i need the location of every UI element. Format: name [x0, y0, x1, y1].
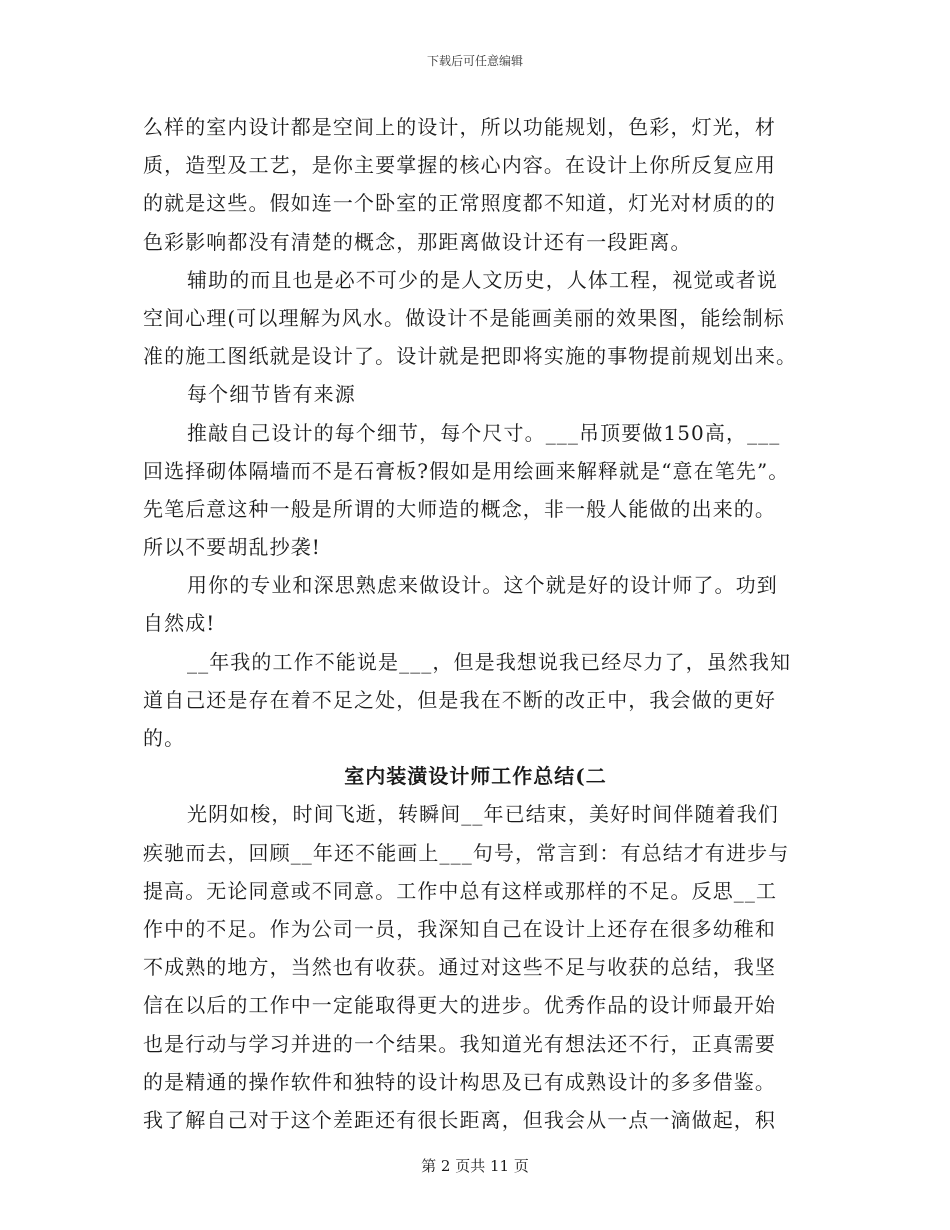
text-line: 辅助的而且也是必不可少的是人文历史，人体工程，视觉或者说	[187, 267, 778, 292]
text-line: 我了解自己对于这个差距还有很长距离，但我会从一点一滴做起，积	[143, 1107, 776, 1132]
document-body	[143, 108, 808, 1139]
text-line: 疾驰而去，回顾__年还不能画上___句号，常言到：有总结才有进步与	[143, 840, 790, 865]
text-line: 自然成!	[143, 611, 216, 636]
text-line: 光阴如梭，时间飞逝，转瞬间__年已结束，美好时间伴随着我们	[187, 802, 779, 827]
text-line: 作中的不足。作为公司一员，我深知自己在设计上还存在很多幼稚和	[143, 916, 776, 941]
text-line: 先笔后意这种一般是所谓的大师造的概念，非一般人能做的出来的。	[143, 496, 776, 521]
text-line: 也是行动与学习并进的一个结果。我知道光有想法还不行，正真需要	[143, 1031, 776, 1056]
text-line: 的。	[143, 726, 186, 750]
text-line: 道自己还是存在着不足之处，但是我在不断的改正中，我会做的更好	[143, 687, 776, 712]
text-line: 信在以后的工作中一定能取得更大的进步。优秀作品的设计师最开始	[143, 993, 776, 1018]
text-line: 用你的专业和深思熟虑来做设计。这个就是好的设计师了。功到	[187, 573, 778, 598]
text-line: 么样的室内设计都是空间上的设计，所以功能规划，色彩，灯光，材	[143, 115, 776, 139]
section-title: 室内装潢设计师工作总结(二	[344, 764, 607, 789]
text-line: 推敲自己设计的每个细节，每个尺寸。___吊顶要做150高，___	[187, 420, 781, 445]
section-heading: 每个细节皆有来源	[187, 382, 356, 407]
page-footer: 第 2 页共 11 页	[421, 1157, 529, 1175]
text-line: 的是精通的操作软件和独特的设计构思及已有成熟设计的多多借鉴。	[143, 1069, 776, 1094]
text-line: 不成熟的地方，当然也有收获。通过对这些不足与收获的总结，我坚	[143, 955, 776, 980]
text-line: 提高。无论同意或不同意。工作中总有这样或那样的不足。反思__工	[143, 878, 778, 903]
text-line: __年我的工作不能说是___，但是我想说我已经尽力了，虽然我知	[187, 649, 792, 674]
text-line: 质，造型及工艺，是你主要掌握的核心内容。在设计上你所反复应用	[143, 153, 776, 178]
text-line: 所以不要胡乱抄袭!	[143, 535, 321, 560]
text-line: 色彩影响都没有清楚的概念，那距离做设计还有一段距离。	[143, 229, 692, 254]
text-line: 准的施工图纸就是设计了。设计就是把即将实施的事物提前规划出来。	[143, 344, 798, 369]
page-header: 下载后可任意编辑	[426, 54, 523, 68]
text-line: 的就是这些。假如连一个卧室的正常照度都不知道，灯光对材质的的	[143, 191, 776, 216]
text-line: 空间心理(可以理解为风水。做设计不是能画美丽的效果图，能绘制标	[143, 305, 785, 330]
text-line: 回选择砌体隔墙而不是石膏板?假如是用绘画来解释就是“意在笔先”。	[143, 458, 790, 483]
